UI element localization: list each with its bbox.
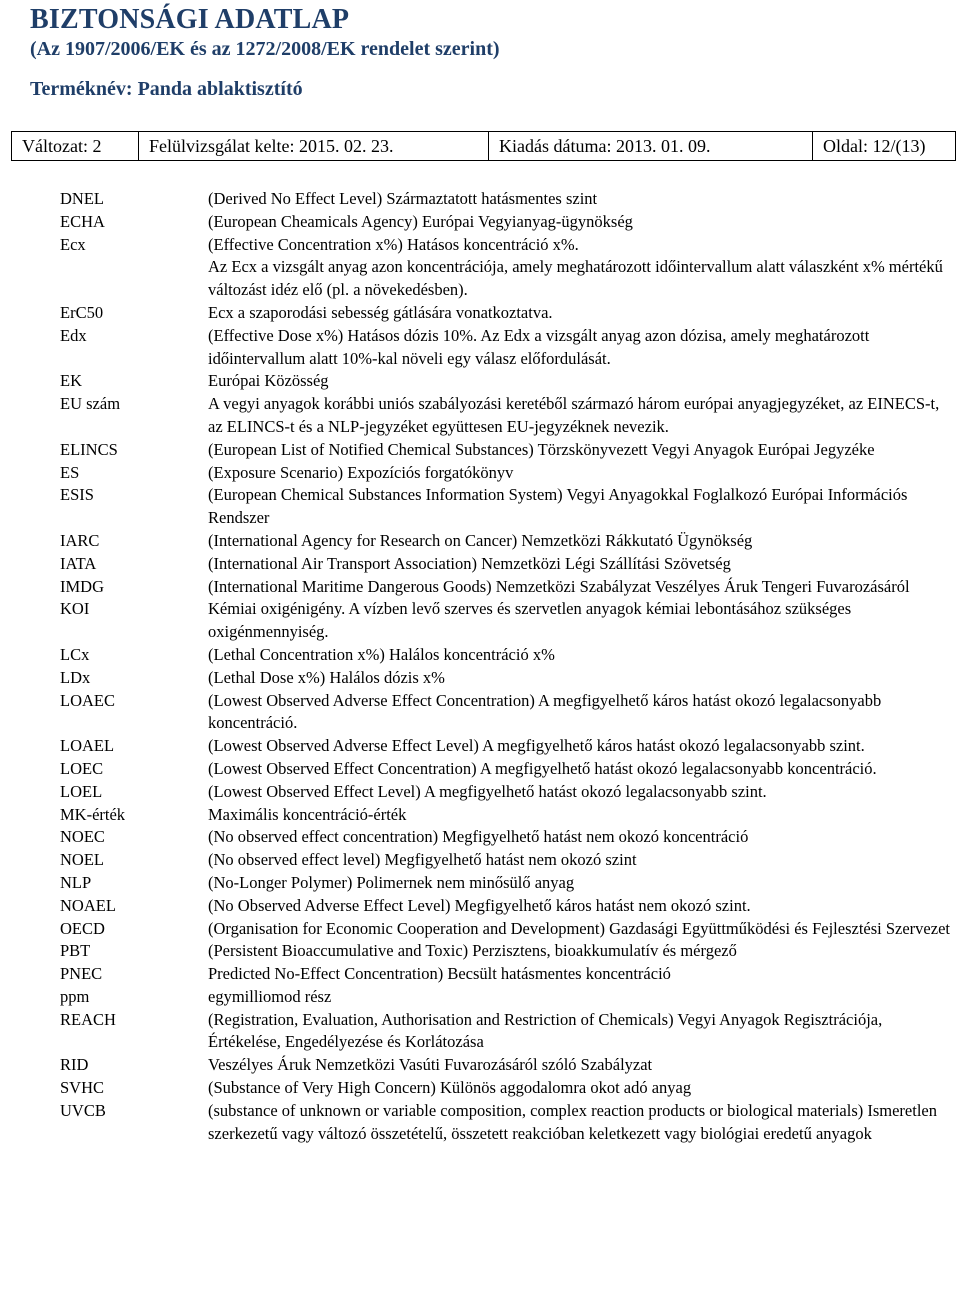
abbreviation-definition: (Organisation for Economic Cooperation and Development) Gazdasági Együttműködési és Fejlesztési Szervezet <box>208 918 950 938</box>
meta-divider <box>812 132 813 160</box>
abbreviation-definition: (Persistent Bioaccumulative and Toxic) Perzisztens, bioakkumulatív és mérgező <box>208 941 737 961</box>
abbreviation-term: LOAEC <box>60 690 115 710</box>
document-meta-bar <box>11 131 956 161</box>
abbreviation-term: Ecx <box>60 234 86 254</box>
abbreviation-definition: (No observed effect level) Megfigyelhető hatást nem okozó szint <box>208 850 637 870</box>
abbreviation-row <box>0 553 960 576</box>
abbreviation-definition: Veszélyes Áruk Nemzetközi Vasúti Fuvarozásáról szóló Szabályzat <box>208 1055 653 1075</box>
abbreviation-row <box>0 188 960 211</box>
abbreviation-definition: (European Cheamicals Agency) Európai Vegyianyag-ügynökség <box>208 211 633 231</box>
abbreviation-row <box>0 234 960 302</box>
abbreviation-definition: (Substance of Very High Concern) Különös aggodalomra okot adó anyag <box>208 1078 692 1098</box>
abbreviation-definition: (No observed effect concentration) Megfigyelhető hatást nem okozó koncentráció <box>208 827 749 847</box>
abbreviation-term: Edx <box>60 325 87 345</box>
abbreviation-term: NOEL <box>60 850 104 870</box>
abbreviation-row <box>0 804 960 827</box>
abbreviation-definition: (No Observed Adverse Effect Level) Megfigyelhető káros hatást nem okozó szint. <box>208 895 751 915</box>
abbreviation-definition: A vegyi anyagok korábbi uniós szabályozási keretéből származó három európai anyagjegyzéket, az EINECS-t, az ELINCS-t és a NLP-jegyzéket együttesen EU-jegyzéknek nevezik. <box>208 394 940 436</box>
page-number: Oldal: 12/(13) <box>823 135 926 156</box>
abbreviation-term: LOAEL <box>60 736 115 756</box>
abbreviation-term: NOEC <box>60 827 105 847</box>
abbreviation-definition: (Lowest Observed Effect Concentration) A megfigyelhető hatást okozó legalacsonyabb koncentráció. <box>208 758 877 778</box>
abbreviation-term: NLP <box>60 872 92 892</box>
abbreviation-row <box>0 370 960 393</box>
abbreviation-definition: egymilliomod rész <box>208 986 332 1006</box>
abbreviation-term: ErC50 <box>60 302 104 322</box>
version-label: Változat: 2 <box>22 135 102 156</box>
abbreviation-row <box>0 667 960 690</box>
abbreviation-row <box>0 462 960 485</box>
abbreviation-term: IMDG <box>60 576 104 596</box>
product-name: Terméknév: Panda ablaktisztító <box>30 78 303 100</box>
abbreviation-definition: (Derived No Effect Level) Származtatott hatásmentes szint <box>208 189 598 208</box>
abbreviation-definition: Európai Közösség <box>208 371 329 391</box>
abbreviation-definition: (Lethal Concentration x%) Halálos koncentráció x% <box>208 644 555 664</box>
abbreviation-definition: (substance of unknown or variable composition, complex reaction products or biological materials) Ismeretlen szerkezetű vagy változó összetételű, összetett reakcióban keletkezett vagy biológiai eredetű anyagok <box>208 1100 937 1143</box>
abbreviation-term: ELINCS <box>60 439 118 459</box>
abbreviation-definition: (International Agency for Research on Cancer) Nemzetközi Rákkutató Ügynökség <box>208 530 753 550</box>
abbreviation-definition: (Lethal Dose x%) Halálos dózis x% <box>208 667 445 687</box>
abbreviation-row <box>0 598 960 644</box>
abbreviation-row <box>0 325 960 371</box>
abbreviation-definition: Maximális koncentráció-érték <box>208 804 407 824</box>
abbreviation-row <box>0 530 960 553</box>
abbreviation-definition: (International Maritime Dangerous Goods) Nemzetközi Szabályzat Veszélyes Áruk Tengeri Fuvarozásáról <box>208 576 910 596</box>
abbreviation-term: LOEC <box>60 758 104 778</box>
document-header <box>30 4 930 102</box>
meta-divider <box>138 132 139 160</box>
abbreviation-definition: Ecx a szaporodási sebesség gátlására vonatkoztatva. <box>208 302 553 322</box>
abbreviation-row <box>0 781 960 804</box>
abbreviation-term: ESIS <box>60 485 94 505</box>
abbreviation-row <box>0 986 960 1009</box>
abbreviation-row <box>0 1077 960 1100</box>
abbreviation-term: PBT <box>60 941 91 961</box>
abbreviation-row <box>0 1054 960 1077</box>
abbreviation-term: PNEC <box>60 964 103 984</box>
abbreviation-row <box>0 940 960 963</box>
abbreviation-definition: (European List of Notified Chemical Substances) Törzskönyvezett Vegyi Anyagok Európai Jegyzéke <box>208 439 875 459</box>
abbreviation-list <box>0 188 960 1145</box>
abbreviation-term: ECHA <box>60 211 105 231</box>
abbreviation-row <box>0 895 960 918</box>
abbreviation-term: KOI <box>60 599 90 619</box>
abbreviation-row <box>0 849 960 872</box>
abbreviation-term: ppm <box>60 986 90 1006</box>
abbreviation-term: REACH <box>60 1009 116 1029</box>
abbreviation-row <box>0 302 960 325</box>
abbreviation-definition: (Lowest Observed Adverse Effect Level) A megfigyelhető káros hatást okozó legalacsonyabb szint. <box>208 736 865 756</box>
abbreviation-row <box>0 918 960 941</box>
abbreviation-definition: Kémiai oxigénigény. A vízben levő szerves és szervetlen anyagok kémiai lebontásához szükséges oxigénmennyiség. <box>208 599 852 642</box>
revision-date: Felülvizsgálat kelte: 2015. 02. 23. <box>149 135 394 156</box>
abbreviation-term: OECD <box>60 918 105 938</box>
abbreviation-term: LCx <box>60 644 90 664</box>
document-title: BIZTONSÁGI ADATLAP <box>30 4 350 35</box>
abbreviation-definition: (No-Longer Polymer) Polimernek nem minősülő anyag <box>208 872 575 892</box>
abbreviation-definition: (Lowest Observed Effect Level) A megfigyelhető hatást okozó legalacsonyabb szint. <box>208 781 767 801</box>
abbreviation-row <box>0 1009 960 1055</box>
abbreviation-term: IATA <box>60 553 97 573</box>
issue-date: Kiadás dátuma: 2013. 01. 09. <box>499 135 711 156</box>
abbreviation-definition: (European Chemical Substances Information System) Vegyi Anyagokkal Foglalkozó Európai Információs Rendszer <box>208 485 908 528</box>
abbreviation-term: IARC <box>60 530 100 550</box>
abbreviation-definition: (Lowest Observed Adverse Effect Concentration) A megfigyelhető káros hatást okozó legalacsonyabb koncentráció. <box>208 690 882 733</box>
abbreviation-row <box>0 963 960 986</box>
meta-divider <box>488 132 489 160</box>
abbreviation-definition: (Effective Dose x%) Hatásos dózis 10%. Az Edx a vizsgált anyag azon dózisa, amely meghatározott időintervallum alatt 10%-kal növeli egy válasz előfordulását. <box>208 325 870 368</box>
abbreviation-term: LDx <box>60 667 91 687</box>
abbreviation-row <box>0 393 960 439</box>
abbreviation-row <box>0 211 960 234</box>
abbreviation-term: EK <box>60 371 82 391</box>
abbreviation-row <box>0 872 960 895</box>
abbreviation-definition: (Effective Concentration x%) Hatásos koncentráció x%. Az Ecx a vizsgált anyag azon koncentrációja, amely meghatározott időintervallum alatt válaszként x% mértékű változást idéz elő (pl. a növekedésben). <box>208 234 943 300</box>
abbreviation-definition: (Exposure Scenario) Expozíciós forgatókönyv <box>208 462 514 482</box>
abbreviation-row <box>0 690 960 736</box>
regulation-subtitle: (Az 1907/2006/EK és az 1272/2008/EK rendelet szerint) <box>30 38 500 60</box>
abbreviation-term: NOAEL <box>60 895 116 915</box>
abbreviation-definition: (International Air Transport Association) Nemzetközi Légi Szállítási Szövetség <box>208 553 731 573</box>
abbreviation-row <box>0 758 960 781</box>
abbreviation-definition: Predicted No-Effect Concentration) Becsült hatásmentes koncentráció <box>208 964 671 984</box>
abbreviation-term: EU szám <box>60 394 121 414</box>
abbreviation-row <box>0 644 960 667</box>
abbreviation-term: ES <box>60 462 80 482</box>
abbreviation-row <box>0 484 960 530</box>
abbreviation-term: RID <box>60 1055 89 1075</box>
abbreviation-row <box>0 439 960 462</box>
abbreviation-term: LOEL <box>60 781 103 801</box>
abbreviation-term: MK-érték <box>60 804 126 824</box>
abbreviation-row <box>0 576 960 599</box>
abbreviation-term: SVHC <box>60 1078 105 1098</box>
abbreviation-row <box>0 1100 960 1146</box>
abbreviation-term: UVCB <box>60 1100 106 1120</box>
abbreviation-row <box>0 826 960 849</box>
abbreviation-term: DNEL <box>60 189 104 208</box>
abbreviation-row <box>0 735 960 758</box>
abbreviation-definition: (Registration, Evaluation, Authorisation and Restriction of Chemicals) Vegyi Anyagok Regisztrációja, Értékelése, Engedélyezése és Korlátozása <box>208 1009 883 1052</box>
